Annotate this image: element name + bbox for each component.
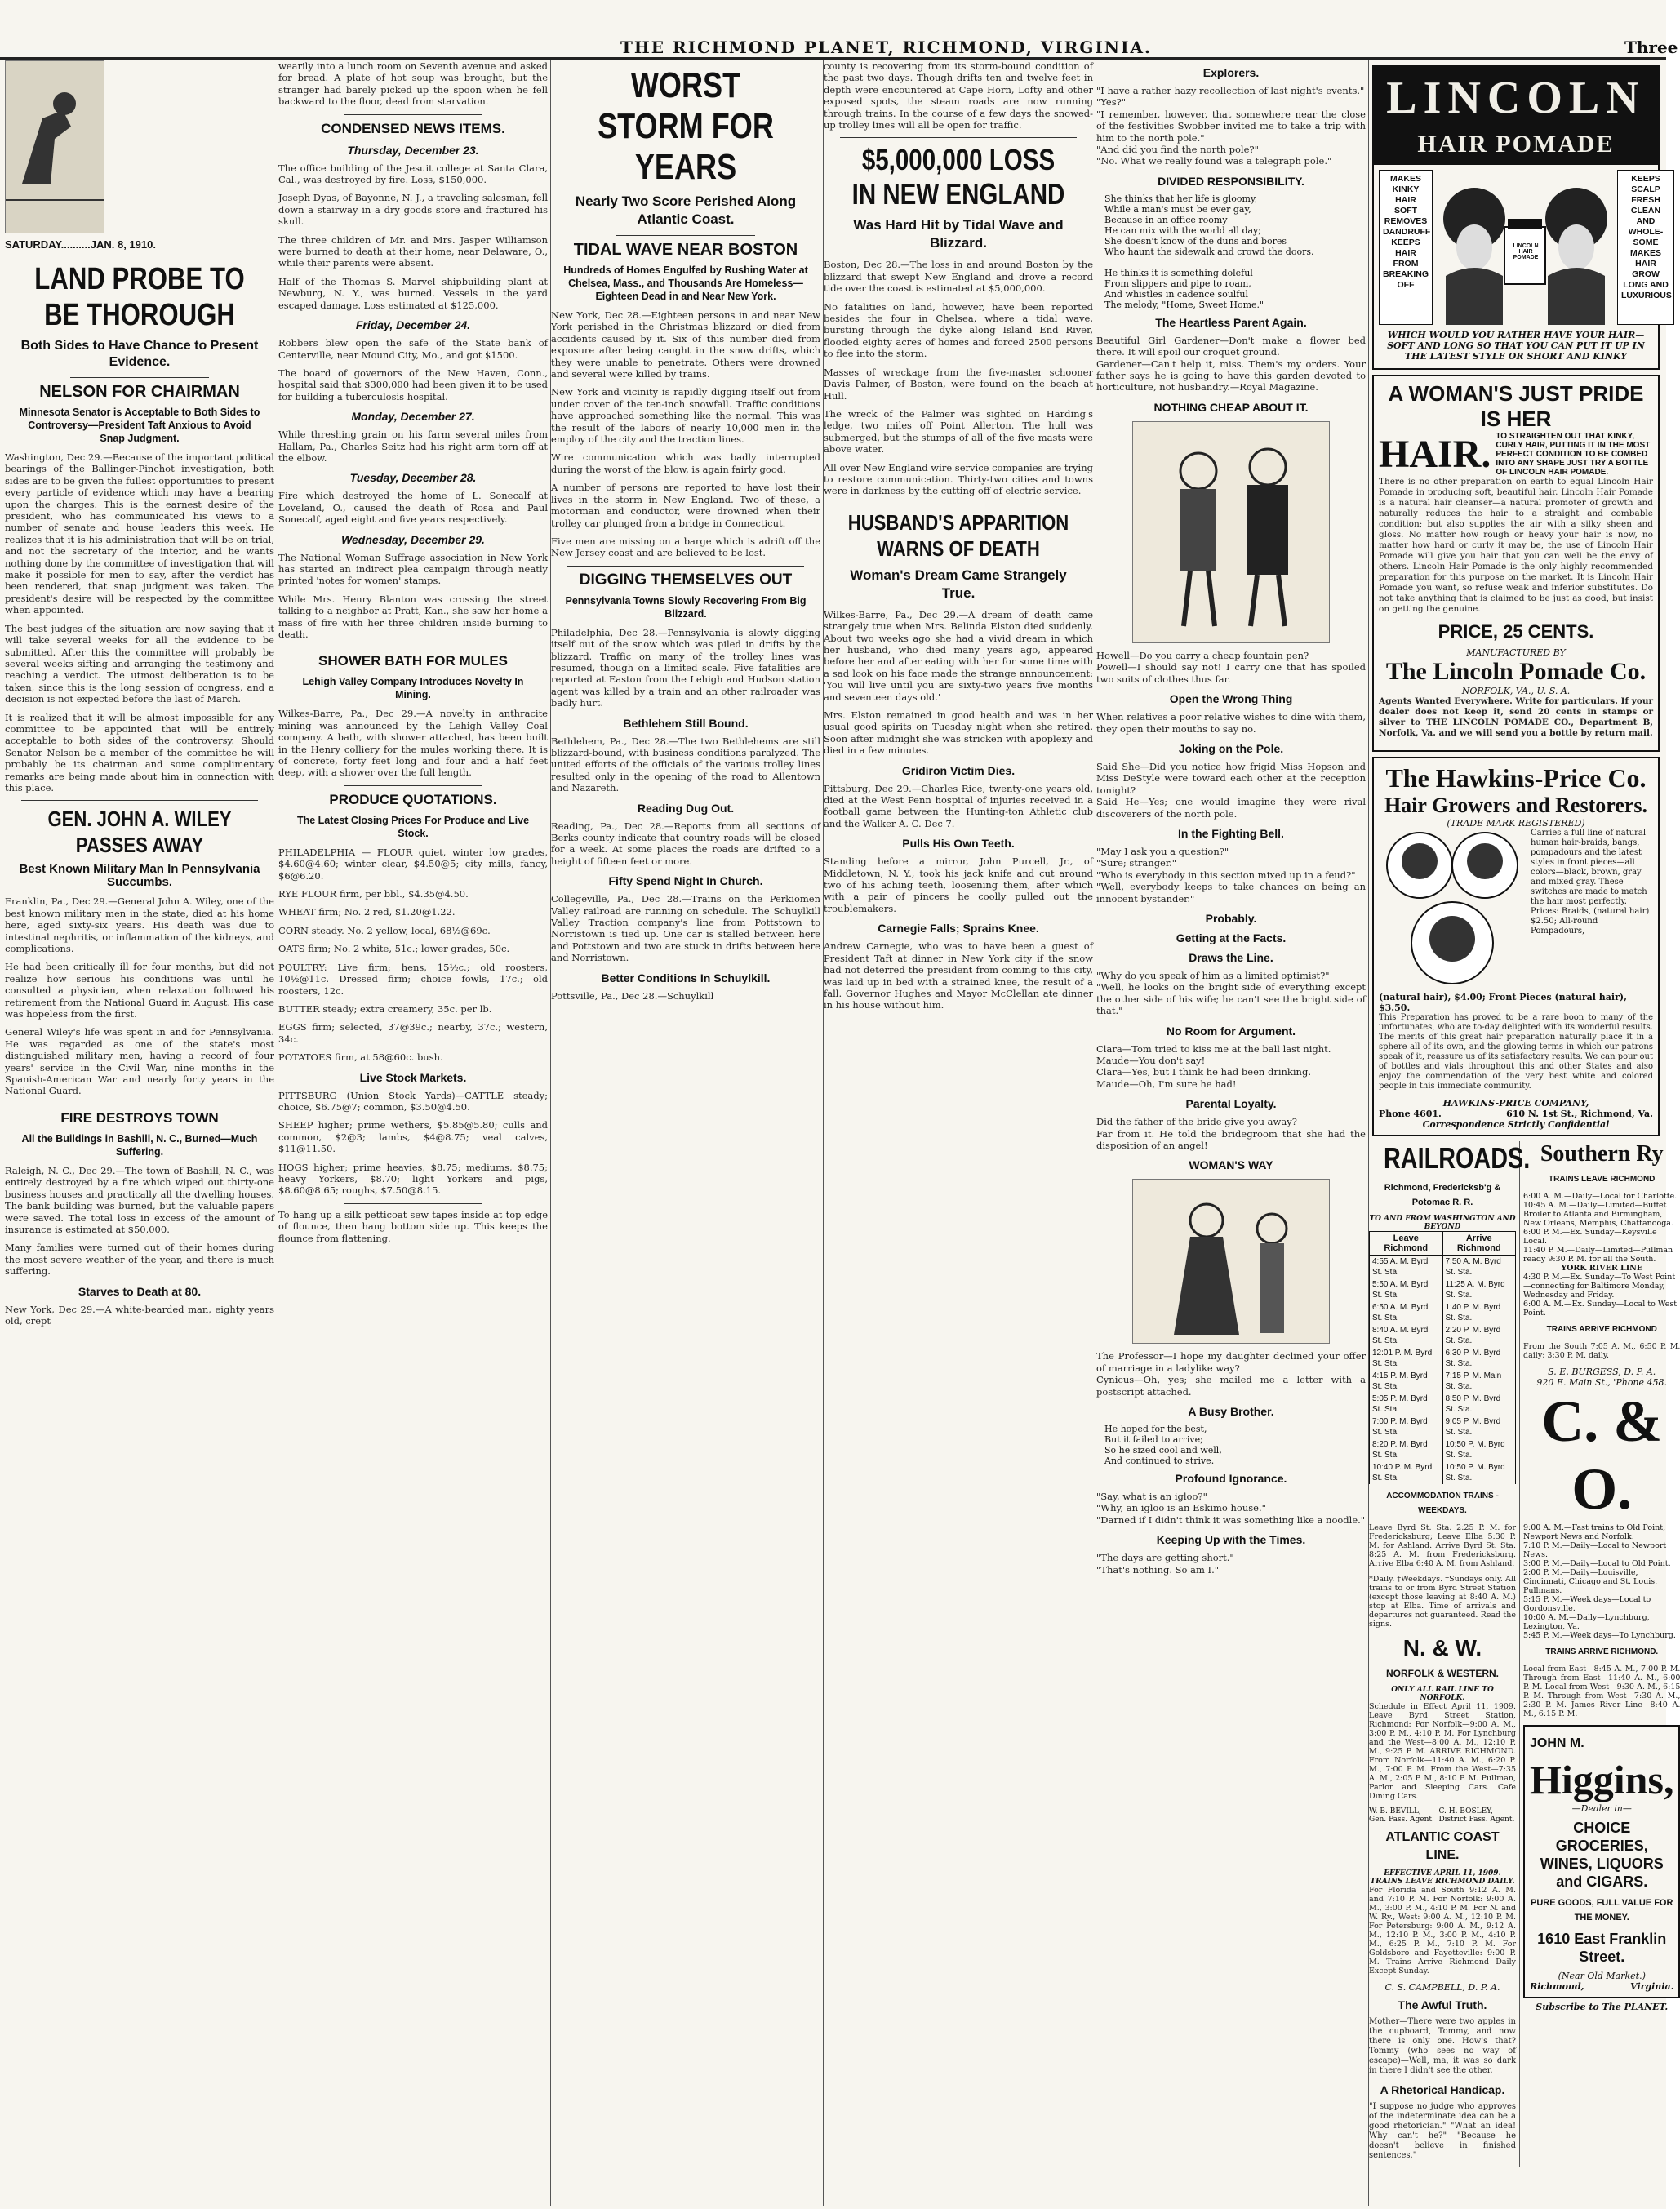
southern-sig: S. E. BURGESS, D. P. A. [1548,1367,1656,1377]
woman-cartoon-icon [1133,1180,1329,1343]
hawkins-side-text: Carries a full line of natural human hair-braids, bangs, pompadours and the latest styles in front pieces—all colors—black, brown, gray and mixed gray. These switches are made to match the hair most perfectly. Prices: Braids, (natural hair) $2.50; All-round Pompadours, [1531,829,1650,936]
table-row: 7:00 P. M. Byrd St. Sta. 9:05 P. M. Byrd St. Sta. [1370,1416,1516,1438]
benefits-list-right: KEEPS SCALP FRESH CLEAN AND WHOLE- SOME MAKES HAIR GROW LONG AND LUXURIOUS [1617,170,1674,325]
higgins-address: 1610 East Franklin Street. [1537,1931,1667,1965]
subhead-joking-pole: Joking on the Pole. [1178,741,1284,755]
column-3 [550,60,820,2206]
list-item: 9:00 A. M.—Fast trains to Old Point, Newport News and Norfolk. [1523,1523,1666,1541]
article-text: New York, Dec 29.—A white-bearded man, eighty years old, crept [5,1303,274,1327]
subhead-explorers: Explorers. [1202,66,1260,79]
hawkins-company: HAWKINS-PRICE COMPANY, [1442,1098,1589,1109]
news-item: The board of governors of the New Haven, Conn., hospital said that $300,000 had been given it to be used for building a tuberculosis hospital. [278,367,548,402]
column-5 [1096,60,1366,2206]
pride-headline: A WOMAN'S JUST PRIDE IS HER [1388,381,1644,431]
article-text: A number of persons are reported to have lost their lives in the storm in New England. Two of these, a motorman and conductor, were drowned when their trolley car plunged from a bridge in Connecticut. [551,482,820,529]
article-text: Five men are missing on a barge which is adrift off the New Jersey coast and are believed to be lost. [551,535,820,559]
quote-line: HOGS higher; prime heavies, $8.75; mediums, $8.75; heavy Yorkers, $8.70; light Yorkers and pigs, $8.60@8.65; roughs, $7.50@8.15. [278,1161,548,1197]
article-text: The best judges of the situation are now saying that it will take several weeks for all the evidence to be submitted. After this the committee will probably be several weeks sifting and arranging the testimony and reaching a verdict. The utmost deliberation is to be taken, since this is the long session of congress, and a decision is not expected before the last of March. [5,622,274,705]
southern-schedule [1523,1192,1680,1318]
deck-wiley: Best Known Military Man In Pennsylvania Succumbs. [19,862,260,890]
article-text: No fatalities on land, however, have been reported besides the four in Chelsea, where a tidal wave, bursting through the dyke along Island End River, flooded eighty acres of homes and forced 2500 persons to flee into the storm. [824,300,1093,360]
joke-text: Mother—There were two apples in the cupboard, Tommy, and now there is only one. How's that? Tommy (who sees no way of escape)—Well, ma, it was so dark in there I didn't see the other. [1369,2017,1516,2075]
subhead-schuylkill: Better Conditions In Schuylkill. [601,971,771,984]
headline-live-stock: Live Stock Markets. [359,1070,467,1084]
news-item: Joseph Dyas, of Bayonne, N. J., a traveling salesman, fell down a stairway in a dry goods store and fractured his skull. [278,192,548,228]
table-row: 8:40 A. M. Byrd St. Sta. 2:20 P. M. Byrd St. Sta. [1370,1324,1516,1347]
household-tip: To hang up a silk petticoat sew tapes inside at top edge of flounce, then hang bottom side up. This keeps the flounce from flattening. [278,1208,548,1244]
column-1 [5,60,274,2206]
list-item: 11:40 P. M.—Daily—Limited—Pullman ready 9:30 P. M. for all the South. [1523,1246,1673,1264]
date-subhead: Thursday, December 23. [347,143,479,157]
company-address: NORFOLK, VA., U. S. A. [1461,686,1571,696]
list-item: 3:00 P. M.—Daily—Local to Old Point. [1523,1559,1671,1568]
subhead-times: Keeping Up with the Times. [1156,1533,1306,1547]
article-text: Wire communication which was badly interrupted during the worst of the blow, is again fairly good. [551,451,820,475]
quote-line: EGGS firm; selected, 37@39c.; nearby, 37c.; western, 34c. [278,1021,548,1045]
article-text: Reading, Pa., Dec 28.—Reports from all sections of Berks county indicate that country roads will be closed for a week. At some places the roads are drifted to a height of fifteen feet or more. [551,820,820,867]
masthead [0,0,1678,60]
headline-nelson: NELSON FOR CHAIRMAN [39,383,240,401]
masthead-title: THE RICHMOND PLANET, RICHMOND, VIRGINIA. [620,38,1152,57]
joke-text: "I suppose no judge who approves of the indeterminate idea can be a good rhetorician." "What an idea! Why can't he?" "Because he doesn't believe in finished sentences." [1369,2102,1516,2160]
subhead-reading: Reading Dug Out. [637,801,735,815]
ad-body: This Preparation has proved to be a rare boon to many of the unfortunates, who are to-day delighted with its wonderful results. The merits of this great hair preparation naturally place it in a sphere all of its own, and the glowing terms in which our patrons speak of it, reassure us of its satisfactory results. We can pour out of bottles and vials throughout this and other States and also enjoy the commendation of the very best white and colored people in this immediate community. [1379,1013,1653,1091]
pride-side-text: TO STRAIGHTEN OUT THAT KINKY, CURLY HAIR, PUTTING IT IN THE MOST PERFECT CONDITION TO BE COMBED INTO ANY SHAPE JUST TRY A BOTTLE OF LINCOLN HAIR POMADE. [1496,432,1651,477]
date-subhead: Wednesday, December 29. [341,532,485,546]
deck-digging-out: Pennsylvania Towns Slowly Recovering From Big Blizzard. [565,594,807,620]
planet-masthead-emblem [5,60,104,233]
article-text: Wilkes-Barre, Pa., Dec 29.—A novelty in anthracite mining was announced by the Lehigh Valley Coal company. A bath, with shower attached, has been built in the Henry colliery for the mules working there. It is of concrete, forty feet long and four and a half feet deep, with a shower over the full length. [278,708,548,779]
table-row: 4:55 A. M. Byrd St. Sta. 7:50 A. M. Byrd St. Sta. [1370,1256,1516,1279]
joke-text: Did the father of the bride give you away? Far from it. He told the bridegroom that she had the disposition of an angel! [1096,1116,1366,1152]
article-text: All over New England wire service companies are trying to restore communication. Thirty-two cities and towns were in darkness by the cutting off of electric service. [824,461,1093,497]
co-schedule [1523,1523,1680,1640]
higgins-city: Richmond, [1530,1981,1584,1992]
headline-starves: Starves to Death at 80. [78,1284,202,1298]
list-item: 10:00 A. M.—Daily—Lynchburg, Lexington, Va. [1523,1613,1650,1631]
page-label: Three [1624,38,1678,57]
poem-text: She thinks that her life is gloomy, While a man's must be ever gay, Because in an office roomy He can mix with the world all day; She doesn't know of the duns and bores Who haunt the sidewalk and crowd the doors. He thinks it is something doleful From slippers and pipe to roam, And whistles in cadence soulful The melody, "Home, Sweet Home." [1104,193,1314,310]
list-item: 6:00 P. M.—Ex. Sunday—Keysville Local. [1523,1228,1657,1246]
col-header: Arrive Richmond [1442,1232,1516,1256]
nw-subtitle: NORFOLK & WESTERN. [1386,1668,1499,1679]
table-row: 12:01 P. M. Byrd St. Sta. 6:30 P. M. Byrd St. Sta. [1370,1347,1516,1370]
subhead-carnegie: Carnegie Falls; Sprains Knee. [878,922,1039,936]
rfp-timetable [1369,1231,1516,1484]
table-row: 6:50 A. M. Byrd St. Sta. 1:40 P. M. Byrd St. Sta. [1370,1301,1516,1324]
rhetoric-title: A Rhetorical Handicap. [1380,2083,1505,2096]
headline-new-england-loss: $5,000,000 LOSS IN NEW ENGLAND [851,143,1065,211]
hawkins-title: The Hawkins-Price Co. [1385,763,1647,793]
deck-nelson: Minnesota Senator is Acceptable to Both Sides to Controversy—President Taft Anxious to Avoid Snap Judgment. [19,407,260,444]
issue-dateline: SATURDAY..........JAN. 8, 1910. [5,238,156,251]
article-text: It is realized that it will be almost impossible for any committee to be appointed that will be entirely acceptable to both sides of the controversy. Should Senator Nelson be a member of the committee he will probably be its chairman and some complimentary remarks are being made about him in connection with this place. [5,711,274,793]
quote-line: POTATOES firm, at 58@60c. bush. [278,1051,443,1064]
news-item: Robbers blew open the safe of the State bank of Centerville, near Mound City, Mo., and got $1500. [278,337,548,361]
acl-title: ATLANTIC COAST LINE. [1385,1830,1500,1862]
article-text: Andrew Carnegie, who was to have been a guest of President Taft at dinner in New York city if the snow had not deterred the president from coming to this city, was laid up in bed with a strained knee, the result of a fall. Governor Hughes and Mayor McClellan ate dinner in his house without him. [824,940,1093,1011]
quote-line: OATS firm; No. 2 white, 51c.; lower grades, 50c. [278,943,510,955]
pomade-banner: HAIR POMADE [1374,129,1658,165]
trademark-note: (TRADE MARK REGISTERED) [1447,818,1585,829]
southern-arrive-text: From the South 7:05 A. M., 6:50 P. M. daily; 3:30 P. M. daily. [1523,1342,1680,1360]
rfp-subtitle: TO AND FROM WASHINGTON AND BEYOND [1369,1215,1516,1231]
list-item: YORK RIVER LINE [1561,1264,1643,1273]
quote-line: SHEEP higher; prime wethers, $5.85@5.80; culls and common, $2@3; lambs, $4@8.75; veal calves, $11@11.50. [278,1119,548,1155]
subhead-probably: Probably. [1205,911,1257,925]
article-text: Washington, Dec 29.—Because of the important political bearings of the Ballinger-Pinchot investigation, both sides are to be given the fullest opportunities to present every particle of evidence which may have a bearing upon the charges. This is the earnest desire of the president, who has communicated his views to a number of senate and house leaders this week. He realizes that it is his administration that will be on trial, and not the secretary of the interior, and he wants nothing done by the committee of investigation that will make it possible for men to say, after the verdict has been rendered, that snap judgment was taken. The president's desire will be respected by the committee when appointed. [5,451,274,616]
list-item: 7:10 P. M.—Daily—Local to Newport News. [1523,1541,1667,1559]
list-item: 2:00 P. M.—Daily—Louisville, Cincinnati, Chicago and St. Louis. Pullmans. [1523,1568,1658,1595]
benefits-list-left: MAKES KINKY HAIR SOFT REMOVES DANDRUFF KEEPS HAIR FROM BREAKING OFF [1379,170,1433,325]
quote-line: PHILADELPHIA — FLOUR quiet, winter low grades, $4.60@4.60; winter clear, $4.50@5; city mills, fancy, $6@6.20. [278,846,548,882]
womans-pride-ad [1372,375,1660,752]
subhead-busy-brother: A Busy Brother. [1188,1405,1274,1419]
headline-produce: PRODUCE QUOTATIONS. [329,791,497,807]
acl-sig: C. S. CAMPBELL, D. P. A. [1384,1982,1500,1993]
subhead-ignorance: Profound Ignorance. [1175,1472,1287,1486]
article-text: New York and vicinity is rapidly digging itself out from under cover of the ten-inch snowfall. Traffic conditions have approached something like the normal. This was the result of the labors of nearly 10,000 men in the employ of the city and the traction lines. [551,386,820,446]
higgins-dealer: —Dealer in— [1571,1803,1632,1814]
table-row: 5:05 P. M. Byrd St. Sta. 8:50 P. M. Byrd St. Sta. [1370,1393,1516,1416]
article-text: Franklin, Pa., Dec 29.—General John A. Wiley, one of the best known military men in the state, died at his home here, aged sixty-six years. His death was due to intestinal nephritis, or inflammation of the kidneys, and complications. [5,896,274,954]
southern-arrive-title: TRAINS ARRIVE RICHMOND [1546,1325,1657,1334]
news-item: Fire which destroyed the home of L. Sonecalf at Loveland, O., caused the death of Rosa and Paul Sonecalf, aged eight and five years respectively. [278,490,548,526]
date-subhead: Monday, December 27. [351,410,475,424]
joke-text: Beautiful Girl Gardener—Don't make a flower bed there. It will spoil our croquet ground. Gardener—Can't help it, miss. Them's my orders. Your father says he is going to have this garden devoted to horticulture, not husbandry.—Royal Magazine. [1096,334,1366,393]
deck-apparition: Woman's Dream Came Strangely True. [850,567,1067,601]
quote-line: WHEAT firm; No. 2 red, $1.20@1.22. [278,906,456,918]
quote-line: PITTSBURG (Union Stock Yards)—CATTLE steady; choice, $6.75@7; common, $3.50@4.50. [278,1089,548,1113]
deck-worst-storm: Nearly Two Score Perished Along Atlantic Coast. [575,193,797,227]
rfp-note: *Daily. †Weekdays. ‡Sundays only. All trains to or from Byrd Street Station (except those leaving at 8:40 A. M.) stop at Elba. Time of arrivals and departures not guaranteed. Read the signs. [1369,1575,1516,1629]
headline-condensed-news: CONDENSED NEWS ITEMS. [321,120,505,136]
cartoon-figures-icon [1133,422,1329,642]
article-text: New York, Dec 28.—Eighteen persons in and near New York perished in the Christmas blizzard or died from accidents caused by it. Six of this number died from exposure after being caught in the snow drifts, which they were unable to penetrate. Others were drowned and several were killed by trains. [551,309,820,380]
accom-title: ACCOMMODATION TRAINS - WEEKDAYS. [1386,1491,1499,1515]
quote-line: RYE FLOUR firm, per bbl., $4.35@4.50. [278,888,469,900]
hawkins-phone: Phone 4601. [1379,1109,1442,1119]
subhead-teeth: Pulls His Own Teeth. [902,837,1015,851]
date-subhead: Tuesday, December 28. [349,471,477,485]
column-4 [823,60,1093,2206]
table-row: 8:20 P. M. Byrd St. Sta. 10:50 P. M. Byrd St. Sta. [1370,1438,1516,1461]
railroads-title: RAILROADS. [1384,1141,1531,1175]
portrait-icon [1379,829,1526,992]
higgins-name: Higgins, [1530,1757,1674,1802]
headline-apparition: HUSBAND'S APPARITION WARNS OF DEATH [847,509,1069,561]
article-text: Pottsville, Pa., Dec 28.—Schuylkill [551,989,714,1002]
headline-digging-out: DIGGING THEMSELVES OUT [579,571,793,589]
nw-sig: C. H. BOSLEY, District Pass. Agent. [1438,1807,1515,1824]
news-item: While Mrs. Henry Blanton was crossing the street talking to a neighbor at Pratt, Kan., she saw her home a mass of fire with her three children inside burning to death. [278,593,548,640]
article-text: Wilkes-Barre, Pa., Dec 29.—A dream of death came strangely true when Mrs. Belinda Elston died suddenly. About two weeks ago she had a vivid dream in which her husband, who died many years ago, appeared before her and after eating with her for some time with a sad look on his face made the strange announcement: 'You will live until you are sixty-two years five months and seventeen days old.' [824,608,1093,703]
higgins-pure: PURE GOODS, FULL VALUE FOR THE MONEY. [1531,1898,1673,1922]
article-text: The wreck of the Palmer was sighted on Harding's ledge, two miles off Point Allerton. The hull was submerged, but the stumps of all of the five masts were above water. [824,407,1093,456]
col-header: Leave Richmond [1370,1232,1443,1256]
article-text: General Wiley's life was spent in and for Pennsylvania. He was regarded as one of the state's most distinguished military men, having a record of four years' service in the Civil War, nine months in the Spanish-American War and nearly forty years in the National Guard. [5,1026,274,1097]
southern-title: Southern Ry [1540,1141,1664,1167]
list-item: 6:00 A. M.—Daily—Local for Charlotte. [1523,1192,1678,1201]
subhead-wrong-thing: Open the Wrong Thing [1169,692,1293,706]
quote-line: POULTRY: Live firm; hens, 15½c.; old roosters, 10½@11c. Dressed firm; choice fowls, 17c.; old roosters, 12c. [278,961,548,997]
subhead-fighting-bell: In the Fighting Bell. [1178,826,1284,840]
nw-sig: W. B. BEVILL, Gen. Pass. Agent. [1369,1807,1434,1824]
quote-line: CORN steady. No. 2 yellow, local, 68½@69c. [278,924,491,936]
subhead-divided: DIVIDED RESPONSIBILITY. [1158,174,1304,188]
acl-subtitle: EFFECTIVE APRIL 11, 1909. TRAINS LEAVE RICHMOND DAILY. [1370,1869,1515,1886]
higgins-goods: CHOICE GROCERIES, WINES, LIQUORS and CIGARS. [1540,1820,1664,1890]
deck-new-england-loss: Was Hard Hit by Tidal Wave and Blizzard. [853,217,1064,251]
joke-text: Howell—Do you carry a cheap fountain pen? Powell—I should say not! I carry one that has spoiled two suits of clothes thus far. [1096,649,1366,685]
co-arrive-text: Local from East—8:45 A. M., 7:00 P. M. Through from East—11:40 A. M., 6:00 P. M. Local from West—9:30 A. M., 6:15 P. M. Through from West—7:30 A. M., 2:30 P. M. James River Line—8:40 A. M., 6:15 P. M. [1523,1665,1680,1718]
subhead-gridiron: Gridiron Victim Dies. [901,763,1016,777]
arm-emblem-icon [6,61,104,233]
subhead-no-room: No Room for Argument. [1166,1024,1296,1038]
headline-fire: FIRE DESTROYS TOWN [60,1109,219,1126]
subhead-heartless: The Heartless Parent Again. [1155,315,1307,329]
ad-body: There is no other preparation on earth to equal Lincoln Hair Pomade in producing soft, beautiful hair. Lincoln Hair Pomade is a natural hair cleanser—a natural promoter of growth and naturally reduces the hair to a straight and combable condition; but also supplies the air with a silky sheen and gloss. No matter how rough or heavy your hair is now, no matter how hard or curly it may be, the use of Lincoln Hair Pomade will give you hair that you can well be the envy of others. Lincoln Hair Pomade is the only highly recommended preparation for this purpose on the market. It is Lincoln Hair Pomade you want, so refuse weak and inferior substitutes. Do not take anything that is claimed to be just as good, but insist on getting the genuine. [1379,477,1653,614]
joke-text: "Why do you speak of him as a limited optimist?" "Well, he looks on the bright side of everything except the other side of his wife; he can't see the bright side of that." [1096,969,1366,1017]
subscribe-note: Subscribe to The PLANET. [1536,2002,1669,2012]
manufactured-by: MANUFACTURED BY [1466,647,1566,658]
ad-slogan: WHICH WOULD YOU RATHER HAVE YOUR HAIR—SOFT AND LONG SO THAT YOU CAN PUT IT UP IN THE LATEST STYLE OR SHORT AND KINKY [1387,330,1645,362]
headline-land-probe: LAND PROBE TO BE THOROUGH [34,262,245,332]
higgins-ad [1523,1725,1680,1998]
portrait-illustrations [1379,829,1526,992]
list-item: 5:15 P. M.—Week days—Local to Gordonsville. [1523,1595,1651,1613]
article-text: Mrs. Elston remained in good health and was in her usual good spirits on Tuesday night when she retired. Soon after midnight she was stricken with apoplexy and died in a few minutes. [824,709,1093,757]
headline-shower-bath: SHOWER BATH FOR MULES [318,653,508,669]
column-6-ads [1368,60,1680,2206]
subhead-bethlehem: Bethlehem Still Bound. [623,716,749,730]
article-text: Standing before a mirror, John Purcell, Jr., of Middletown, N. Y., took his jack knife and cut around two of his aching teeth, loosening them, after which with a pair of pincers he coolly pulled out the troublemakers. [824,856,1093,914]
joke-text: When relatives a poor relative wishes to dine with them, they open their mouths to say no. [1096,711,1366,735]
railroad-schedules [1369,1141,1680,2167]
article-text: Many families were turned out of their homes during the most severe weather of the year, and there is much suffering. [5,1242,274,1278]
article-text: Pittsburg, Dec 29.—Charles Rice, twenty-one years old, died at the West Penn hospital of injuries received in a football game between the Hunting-ton Athletic club and the Walker A. C. Dec 7. [824,782,1093,829]
price-label: PRICE, 25 CENTS. [1438,621,1594,642]
news-item: The three children of Mr. and Mrs. Jasper Williamson were burned to death at their home, near Delaware, O., while their parents were absent. [278,233,548,269]
article-text: He had been critically ill for four months, but did not realize how serious his conditions was until he consulted a physician, when relaxation followed his retirement from the National Guard in August. His case was hopeless from the first. [5,961,274,1020]
subhead-facts: Getting at the Facts. [1176,931,1287,944]
poem-text: He hoped for the best, But it failed to arrive; So he sized cool and well, And continued to strive. [1104,1424,1222,1467]
subhead-draws-line: Draws the Line. [1189,950,1273,964]
list-item: 5:45 P. M.—Week days—To Lynchburg. [1523,1631,1676,1640]
nw-subtitle-2: ONLY ALL RAIL LINE TO NORFOLK. [1391,1686,1494,1702]
ad-illustration [1438,170,1612,325]
news-item: Half of the Thomas S. Marvel shipbuilding plant at Newburg, N. Y., was burned. Vessels in the yard escaped damage. Loss estimated at $125,000. [278,275,548,311]
cartoon-title: WOMAN'S WAY [1189,1158,1273,1172]
lincoln-pomade-ad [1372,65,1672,370]
rfp-schedule [1369,1141,1531,2167]
news-item: The office building of the Jesuit college at Santa Clara, Cal., was destroyed by fire. Loss, $150,000. [278,162,548,186]
subhead-parental: Parental Loyalty. [1185,1097,1277,1111]
agents-wanted: Agents Wanted Everywhere. Write for particulars. If your dealer does not keep it, send 20 cents in stamps or silver to THE LINCOLN POMADE CO., Department B, Norfolk, Va. and we will send you a bottle by return mail. [1379,696,1653,738]
deck-fire: All the Buildings in Bashill, N. C., Burned—Much Suffering. [21,1132,258,1158]
co-title: C. & O. [1541,1389,1663,1522]
cartoon-illustration [1132,421,1330,643]
hawkins-confidential: Correspondence Strictly Confidential [1422,1119,1610,1130]
subhead-church: Fifty Spend Night In Church. [608,874,763,888]
southern-address: 920 E. Main St., 'Phone 458. [1536,1377,1668,1388]
list-item: 4:30 P. M.—Ex. Sunday—To West Point—connecting for Baltimore Monday, Wednesday and Friday. [1523,1273,1676,1300]
cartoon-illustration [1132,1179,1330,1344]
deck-shower-bath: Lehigh Valley Company Introduces Novelty In Mining. [302,676,524,701]
article-text: Masses of wreckage from the five-master schooner Davis Palmer, of Boston, were found on the beach at Hull. [824,366,1093,402]
company-name: The Lincoln Pomade Co. [1385,658,1647,685]
date-subhead: Friday, December 24. [355,318,471,332]
rfp-title: Richmond, Fredericksb'g & Potomac R. R. [1384,1183,1501,1207]
co-arrive-title: TRAINS ARRIVE RICHMOND. [1545,1647,1659,1656]
hawkins-subtitle: Hair Growers and Restorers. [1384,793,1648,817]
joke-text: "The days are getting short." "That's nothing. So am I." [1096,1552,1234,1576]
list-item: 6:00 A. M.—Ex. Sunday—Local to West Point. [1523,1300,1678,1318]
table-row: 10:40 P. M. Byrd St. Sta. 10:50 P. M. Byrd St. Sta. [1370,1461,1516,1484]
article-text: county is recovering from its storm-bound condition of the past two days. Though drifts ten and twelve feet in depth were encountered at Cape Horn, Lofty and other exposed spots, the steam roads are now running through trains. In the course of a few days the snowed-up trolley lines will all be open for traffic. [824,60,1093,131]
news-item: While threshing grain on his farm several miles from Hallam, Pa., Charles Seitz had his right arm torn off at the elbow. [278,429,548,464]
article-text: Raleigh, N. C., Dec 29.—The town of Bashill, N. C., was entirely destroyed by a fire which wiped out thirty-one business houses and practically all the dwelling houses. The bank building was burned, but the valuable papers were saved. The total loss in excess of the amount of insurance is estimated at $50,000. [5,1164,274,1235]
hawkins-address: 610 N. 1st St., Richmond, Va. [1506,1109,1653,1119]
truth-title: The Awful Truth. [1398,1998,1487,2011]
lincoln-banner: LINCOLN [1374,67,1658,129]
jar-label: LINCOLN HAIR POMADE [1513,243,1539,260]
news-item: The National Woman Suffrage association in New York has started an indirect plea campaign through neatly printed 'notes for women' stamps. [278,551,548,587]
quote-line: BUTTER steady; extra creamery, 35c. per lb. [278,1002,492,1015]
hawkins-prices: (natural hair), $4.00; Front Pieces (natural hair), $3.50. [1379,992,1627,1013]
acl-text: For Florida and South 9:12 A. M. and 7:10 P. M. For Norfolk: 9:00 A. M., 3:00 P. M., 4:10 P. M. For N. and W. Ry., West: 9:00 A. M., 12:10 P. M. For Petersburg: 9:00 A. M., 9:12 A. M., 12:10 P. M., 3:00 P. M., 4:10 P. M., 6:25 P. M., 7:10 P. M. For Goldsboro and Fayetteville: 9:00 P. M. Trains Arrive Richmond Daily Except Sunday. [1369,1886,1516,1976]
joke-text: "Say, what is an igloo?" "Why, an igloo is an Eskimo house." "Darned if I didn't think it was something like a noodle." [1096,1491,1366,1526]
higgins-state: Virginia. [1630,1981,1674,1992]
higgins-first: JOHN M. [1530,1736,1584,1750]
deck-produce: The Latest Closing Prices For Produce and Live Stock. [296,814,530,839]
joke-text: Said She—Did you notice how frigid Miss Hopson and Miss DeStyle were toward each other at the reception tonight? Said He—Yes; one would imagine they were rival discoverers of the north pole. [1096,760,1366,820]
article-text: wearily into a lunch room on Seventh avenue and asked for bread. A plate of hot soup was brought, but the stranger had barely picked up the spoon when he fell backward to the floor, dead from starvation. [278,60,548,108]
table-row: 5:50 A. M. Byrd St. Sta. 11:25 A. M. Byrd St. Sta. [1370,1278,1516,1301]
southern-subtitle: TRAINS LEAVE RICHMOND [1549,1175,1656,1184]
deck-land-probe: Both Sides to Have Chance to Present Evidence. [20,339,259,369]
column-2 [278,60,548,2206]
higgins-near: (Near Old Market.) [1558,1971,1646,1981]
pride-hair-word: HAIR. [1379,432,1491,476]
nw-title: N. & W. [1402,1635,1482,1660]
article-text: Boston, Dec 28.—The loss in and around Boston by the blizzard that swept New England and drove a record tide over the coast is estimated at $5,000,000. [824,259,1093,295]
table-row: 4:15 P. M. Byrd St. Sta. 7:15 P. M. Main St. Sta. [1370,1370,1516,1393]
article-text: Bethlehem, Pa., Dec 28.—The two Bethlehems are still blizzard-bound, with business conditions paralyzed. The united efforts of the officials of the various trolley lines resulted only in the opening of the road to Allentown and Nazareth. [551,735,820,794]
hawkins-price-ad [1372,757,1660,1136]
accom-text: Leave Byrd St. Sta. 2:25 P. M. for Fredericksburg; Leave Elba 5:30 P. M. for Ashland. Arrive Byrd St. Sta. 8:25 A. M. from Fredericksburg. Arrive Elba 6:40 A. M. from Ashland. [1369,1523,1516,1568]
headline-tidal-wave: TIDAL WAVE NEAR BOSTON [573,241,798,259]
article-text: Philadelphia, Dec 28.—Pennsylvania is slowly digging itself out of the snow which was piled in drifts by the blizzard. Traffic on many of the trolley lines was resumed, though on a limited scale. Five fatalities are reported at Easton from the Lehigh and Hudson station agent was killed by a train and an other railroader was badly hurt. [551,626,820,709]
nw-text: Schedule in Effect April 11, 1909. Leave Byrd Street Station, Richmond: For Norfolk—9:00 A. M., 3:00 P. M., 4:10 P. M. For Lynchburg and the West—8:00 A. M., 12:10 P. M., 9:25 P. M. ARRIVE RICHMOND. From Norfolk—11:40 A. M., 6:20 P. M., 7:00 P. M. From the West—7:35 A. M., 2:05 P. M., 8:10 P. M. Pullman, Parlor and Sleeping Cars. Cafe Dining Cars. [1369,1702,1516,1801]
joke-text: "I have a rather hazy recollection of last night's events." "Yes?" "I remember, however, that somewhere near the close of the festivities Swobber invited me to take a trip with him to the north pole." "And did you find the north pole?" "No. What we really found was a telegraph pole." [1096,85,1366,167]
headline-worst-storm: WORST STORM FOR YEARS [598,65,774,187]
joke-text: The Professor—I hope my daughter declined your offer of marriage in a ladylike way? Cynicus—Oh, yes; she mailed me a letter with a postscript attached. [1096,1350,1366,1398]
cartoon-title: NOTHING CHEAP ABOUT IT. [1153,400,1309,414]
right-ad-stack [1519,1141,1680,2167]
deck-tidal-wave: Hundreds of Homes Engulfed by Rushing Water at Chelsea, Mass., and Thousands Are Homeless—Eighteen Dead in and Near New York. [563,264,808,302]
headline-wiley: GEN. JOHN A. WILEY PASSES AWAY [47,807,232,858]
list-item: 10:45 A. M.—Daily—Limited—Buffet Broiler to Atlanta and Birmingham, New Orleans, Memphis, Chattanooga. [1523,1201,1673,1228]
joke-text: "May I ask you a question?" "Sure; stranger." "Who is everybody in this section mixed up in a feud?" "Well, everybody keeps to take chances on being an innocent bystander." [1096,845,1366,904]
article-text: Collegeville, Pa., Dec 28.—Trains on the Perkiomen Valley railroad are running on schedule. The Schuylkill Valley Traction company's line from Pottstown to Norristown is tied up. One car is stalled between here and Pottstown and two are stuck in drifts between here and Norristown. [551,893,820,964]
joke-text: Clara—Tom tried to kiss me at the ball last night. Maude—You don't say! Clara—Yes, but I think he had been drinking. Maude—Oh, I'm sure he had! [1096,1042,1331,1090]
